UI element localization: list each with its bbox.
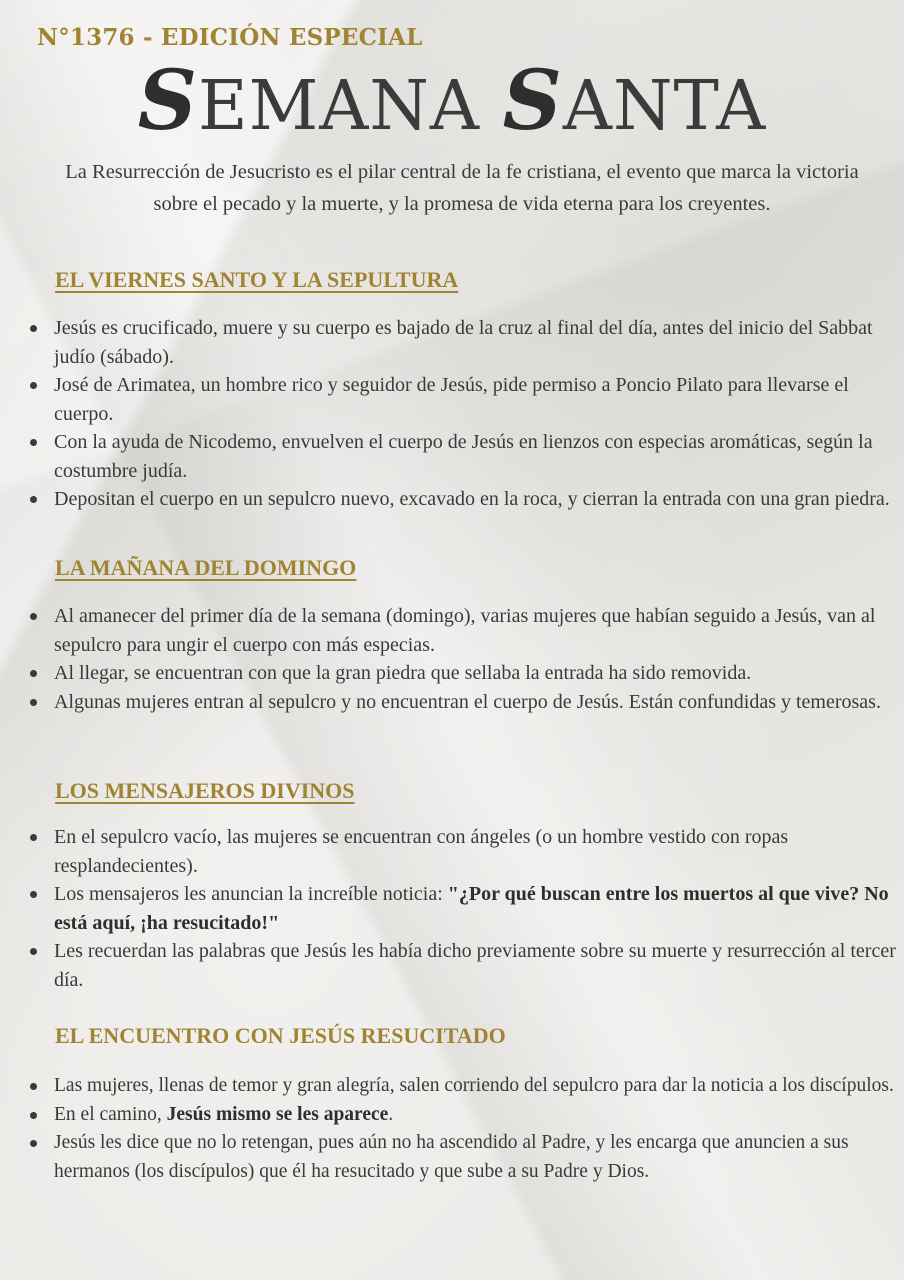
list-item: Depositan el cuerpo en un sepulcro nuevo, excavado en la roca, y cierran la entrada con una gran piedra. (0, 485, 904, 514)
bullet-list (0, 1072, 904, 1186)
title-word-2: SANTA (502, 53, 767, 149)
list-item (0, 1101, 904, 1130)
section-heading: EL ENCUENTRO CON JESÚS RESUCITADO (55, 1023, 506, 1048)
list-item: Jesús les dice que no lo retengan, pues aún no ha ascendido al Padre, y les encarga que anuncien a sus hermanos (los discípulos) que él ha resucitado y que sube a su Padre y Dios. (0, 1129, 904, 1186)
page-title (0, 53, 904, 149)
title-capital: S (502, 53, 563, 149)
bullet-list (0, 823, 904, 994)
list-item-text: Los mensajeros les anuncian la increíble noticia: (54, 883, 448, 905)
section-mensajeros-divinos (0, 777, 904, 994)
intro-paragraph: La Resurrección de Jesucristo es el pilar central de la fe cristiana, el evento que marca la victoria sobre el pecado y la muerte, y la promesa de vida eterna para los creyentes. (65, 161, 859, 215)
title-word-1: SEMANA (137, 53, 480, 149)
title-capital: S (137, 53, 199, 149)
section-viernes-santo (0, 266, 904, 514)
bullet-list (0, 314, 904, 514)
list-item (0, 880, 904, 937)
list-item: Con la ayuda de Nicodemo, envuelven el cuerpo de Jesús en lienzos con especias aromáticas, según la costumbre judía. (0, 428, 904, 485)
list-item-quote: "¿Por qué buscan entre los muertos al que vive? No está aquí, ¡ha resucitado!" (54, 883, 889, 934)
bullet-list (0, 602, 904, 716)
edition-label: N°1376 - EDICIÓN ESPECIAL (37, 24, 423, 51)
list-item: Algunas mujeres entran al sepulcro y no encuentran el cuerpo de Jesús. Están confundidas y temerosas. (0, 688, 904, 717)
list-item: José de Arimatea, un hombre rico y seguidor de Jesús, pide permiso a Poncio Pilato para llevarse el cuerpo. (0, 371, 904, 428)
section-heading: EL VIERNES SANTO Y LA SEPULTURA (55, 267, 459, 292)
list-item: En el sepulcro vacío, las mujeres se encuentran con ángeles (o un hombre vestido con ropas resplandecientes). (0, 823, 904, 880)
list-item: Jesús es crucificado, muere y su cuerpo es bajado de la cruz al final del día, antes del inicio del Sabbat judío (sábado). (0, 314, 904, 371)
list-item: Al llegar, se encuentran con que la gran piedra que sellaba la entrada ha sido removida. (0, 659, 904, 688)
list-item-emphasis: Jesús mismo se les aparece (166, 1103, 389, 1125)
section-manana-domingo (0, 554, 904, 716)
section-heading: LOS MENSAJEROS DIVINOS (55, 778, 355, 803)
list-item-text-end: . (388, 1103, 394, 1125)
section-heading: LA MAÑANA DEL DOMINGO (55, 555, 357, 580)
list-item-text: En el camino, (54, 1103, 167, 1125)
list-item: Las mujeres, llenas de temor y gran alegría, salen corriendo del sepulcro para dar la noticia a los discípulos. (0, 1072, 904, 1101)
list-item: Al amanecer del primer día de la semana (domingo), varias mujeres que habían seguido a Jesús, van al sepulcro para ungir el cuerpo con más especias. (0, 602, 904, 659)
section-encuentro-jesus (0, 1022, 904, 1186)
list-item: Les recuerdan las palabras que Jesús les había dicho previamente sobre su muerte y resurrección al tercer día. (0, 937, 904, 994)
